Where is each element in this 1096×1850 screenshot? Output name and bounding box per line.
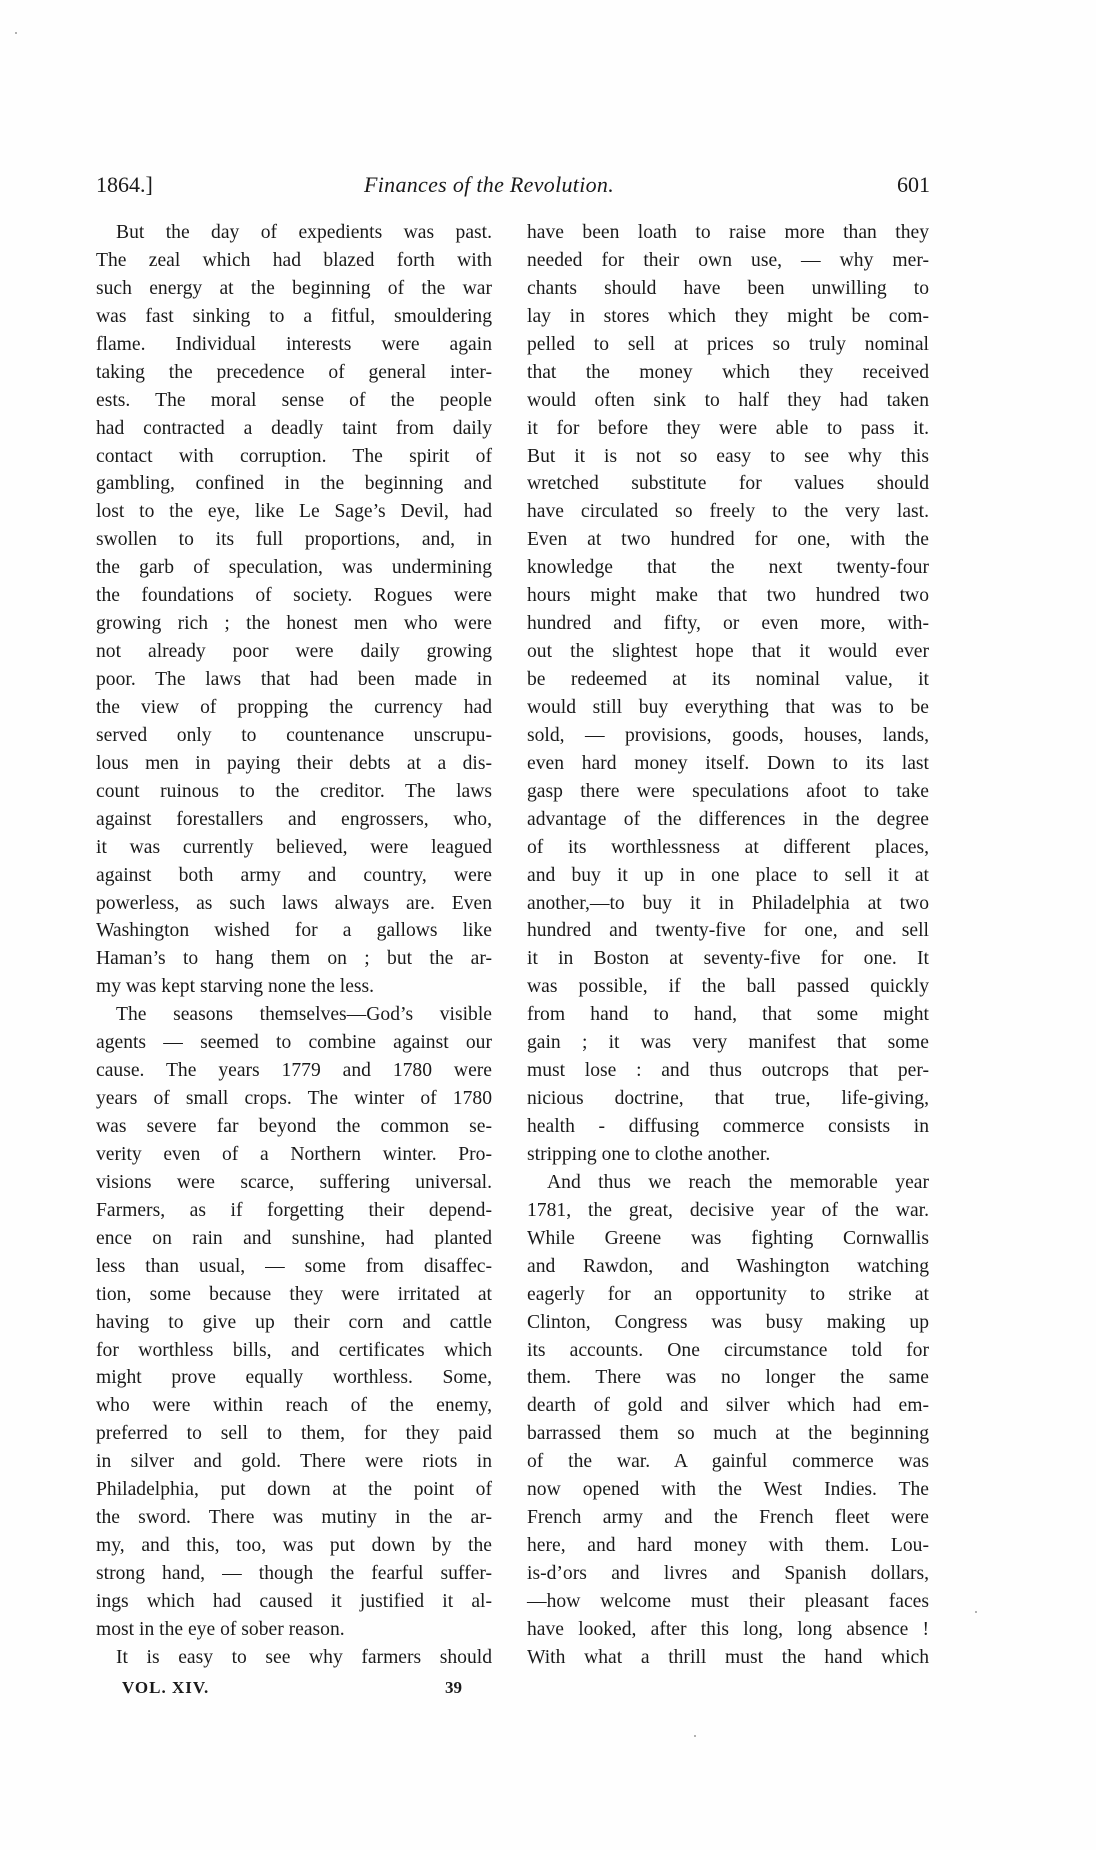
text-line: Clinton, Congress was busy making up <box>527 1311 929 1333</box>
text-line: having to give up their corn and cattle <box>96 1311 492 1333</box>
text-line: ings which had caused it justified it al- <box>96 1590 492 1612</box>
left-column <box>96 219 492 1672</box>
text-line: even hard money itself. Down to its last <box>527 752 929 774</box>
text-line: years of small crops. The winter of 1780 <box>96 1088 492 1110</box>
text-line: the foundations of society. Rogues were <box>96 585 492 607</box>
text-line: of its worthlessness at different places, <box>527 836 929 858</box>
text-line: less than usual, — some from disaffec- <box>96 1255 492 1277</box>
text-line: 1781, the great, decisive year of the war. <box>527 1199 929 1221</box>
text-line: served only to countenance unscrupu- <box>96 724 492 746</box>
text-line: gambling, confined in the beginning and <box>96 473 492 495</box>
text-line: With what a thrill must the hand which <box>527 1646 929 1668</box>
scan-speck <box>975 1611 977 1613</box>
text-line: health - diffusing commerce consists in <box>527 1116 929 1137</box>
text-line: be redeemed at its nominal value, it <box>527 669 929 690</box>
text-line: swollen to its full proportions, and, in <box>96 529 492 551</box>
running-head-year: 1864.] <box>96 172 153 197</box>
text-line: dearth of gold and silver which had em- <box>527 1395 929 1417</box>
text-line: Haman’s to hang them on ; but the ar- <box>96 948 492 970</box>
text-line: cause. The years 1779 and 1780 were <box>96 1060 492 1082</box>
text-line: it for before they were able to pass it. <box>527 417 929 439</box>
text-line: of the war. A gainful commerce was <box>527 1451 929 1473</box>
text-line: it in Boston at seventy-five for one. It <box>527 948 929 970</box>
scan-speck <box>15 32 17 34</box>
text-line: preferred to sell to them, for they paid <box>96 1423 492 1445</box>
text-line: from hand to hand, that some might <box>527 1004 929 1026</box>
text-line: such energy at the beginning of the war <box>96 277 492 299</box>
text-line: strong hand, — though the fearful suffer- <box>96 1563 492 1584</box>
text-line: most in the eye of sober reason. <box>96 1618 345 1640</box>
text-line: contact with corruption. The spirit of <box>96 445 492 467</box>
text-line: in silver and gold. There were riots in <box>96 1451 492 1473</box>
text-line: wretched substitute for values should <box>527 473 929 495</box>
text-line: out the slightest hope that it would ever <box>527 641 929 663</box>
text-line: was fast sinking to a fitful, smouldering <box>96 305 492 327</box>
text-line: taking the precedence of general inter- <box>96 361 492 383</box>
text-line: —how welcome must their pleasant faces <box>527 1590 929 1612</box>
text-line: had contracted a deadly taint from daily <box>96 417 492 439</box>
text-line: was severe far beyond the common se- <box>96 1116 492 1137</box>
text-line: pelled to sell at prices so truly nominal <box>527 333 929 355</box>
text-line: the garb of speculation, was undermining <box>96 557 492 579</box>
running-head-title: Finances of the Revolution. <box>364 172 615 197</box>
text-line: And thus we reach the memorable year <box>547 1171 929 1193</box>
text-line: The zeal which had blazed forth with <box>96 249 492 271</box>
text-line: eagerly for an opportunity to strike at <box>527 1283 929 1305</box>
text-line: the sword. There was mutiny in the ar- <box>96 1507 492 1529</box>
text-line: must lose : and thus outcrops that per- <box>527 1060 929 1082</box>
text-line: now opened with the West Indies. The <box>527 1479 929 1501</box>
text-line: But it is not so easy to see why this <box>527 445 929 467</box>
text-line: While Greene was fighting Cornwallis <box>527 1227 929 1249</box>
text-line: sold, — provisions, goods, houses, lands, <box>527 724 929 746</box>
text-line: hundred and twenty-five for one, and sell <box>527 920 929 942</box>
text-line: who were within reach of the enemy, <box>96 1395 492 1417</box>
scan-speck <box>694 1735 696 1737</box>
text-line: have been loath to raise more than they <box>527 222 929 243</box>
running-head <box>96 168 930 202</box>
text-line: verity even of a Northern winter. Pro- <box>96 1143 492 1165</box>
text-line: Farmers, as if forgetting their depend- <box>96 1199 492 1221</box>
text-line: Philadelphia, put down at the point of <box>96 1479 492 1501</box>
text-line: my was kept starving none the less. <box>96 976 375 998</box>
text-line: tion, some because they were irritated at <box>96 1283 492 1305</box>
text-line: and Rawdon, and Washington watching <box>527 1255 929 1277</box>
text-line: that the money which they received <box>527 361 929 383</box>
right-column <box>527 219 929 1672</box>
text-line: poor. The laws that had been made in <box>96 669 492 690</box>
text-line: advantage of the differences in the degree <box>527 808 929 830</box>
signature-mark: 39 <box>445 1678 462 1697</box>
page-number: 601 <box>897 172 930 197</box>
text-line: But the day of expedients was past. <box>116 222 492 243</box>
text-line: the view of propping the currency had <box>96 696 492 718</box>
text-line: is-d’ors and livres and Spanish dollars, <box>527 1563 929 1584</box>
text-line: ence on rain and sunshine, had planted <box>96 1227 492 1249</box>
text-line: The seasons themselves—God’s visible <box>116 1004 492 1026</box>
page-footer <box>122 1675 462 1701</box>
text-line: Washington wished for a gallows like <box>96 920 492 942</box>
text-line: against both army and country, were <box>96 864 492 886</box>
text-line: hours might make that two hundred two <box>527 585 929 607</box>
text-line: flame. Individual interests were again <box>96 333 492 355</box>
text-line: have looked, after this long, long absence ! <box>527 1618 929 1640</box>
text-line: might prove equally worthless. Some, <box>96 1367 492 1389</box>
text-line: hundred and fifty, or even more, with- <box>527 613 929 635</box>
text-line: powerless, as such laws always are. Even <box>96 892 492 914</box>
text-line: lay in stores which they might be com- <box>527 305 929 327</box>
text-line: chants should have been unwilling to <box>527 277 929 299</box>
text-line: have circulated so freely to the very last. <box>527 501 929 523</box>
text-line: Even at two hundred for one, with the <box>527 529 929 551</box>
text-line: It is easy to see why farmers should <box>116 1646 492 1668</box>
text-line: would often sink to half they had taken <box>527 389 929 411</box>
text-line: French army and the French fleet were <box>527 1507 929 1529</box>
text-line: them. There was no longer the same <box>527 1367 929 1389</box>
text-line: for worthless bills, and certificates which <box>96 1339 492 1361</box>
text-line: it was currently believed, were leagued <box>96 836 492 858</box>
text-line: another,—to buy it in Philadelphia at two <box>527 892 929 914</box>
text-line: agents — seemed to combine against our <box>96 1032 492 1054</box>
text-line: here, and hard money with them. Lou- <box>527 1535 929 1557</box>
volume-label: VOL. XIV. <box>122 1678 210 1697</box>
text-line: knowledge that the next twenty-four <box>527 557 929 579</box>
text-line: stripping one to clothe another. <box>527 1143 771 1165</box>
text-line: gain ; it was very manifest that some <box>527 1032 929 1054</box>
text-line: growing rich ; the honest men who were <box>96 613 492 635</box>
text-line: needed for their own use, — why mer- <box>527 249 929 271</box>
text-line: would still buy everything that was to be <box>527 696 929 718</box>
text-line: my, and this, too, was put down by the <box>96 1535 492 1557</box>
text-line: lous men in paying their debts at a dis- <box>96 752 492 774</box>
text-line: not already poor were daily growing <box>96 641 492 663</box>
text-line: ests. The moral sense of the people <box>96 389 492 411</box>
text-line: gasp there were speculations afoot to take <box>527 780 929 802</box>
text-line: count ruinous to the creditor. The laws <box>96 780 492 802</box>
text-line: against forestallers and engrossers, who, <box>96 808 492 830</box>
text-line: lost to the eye, like Le Sage’s Devil, had <box>96 501 492 523</box>
text-line: and buy it up in one place to sell it at <box>527 864 929 886</box>
text-line: its accounts. One circumstance told for <box>527 1339 929 1361</box>
text-line: was possible, if the ball passed quickly <box>527 976 929 998</box>
text-line: visions were scarce, suffering universal. <box>96 1171 492 1193</box>
text-line: barrassed them so much at the beginning <box>527 1423 929 1445</box>
text-line: nicious doctrine, that true, life-giving, <box>527 1088 929 1110</box>
